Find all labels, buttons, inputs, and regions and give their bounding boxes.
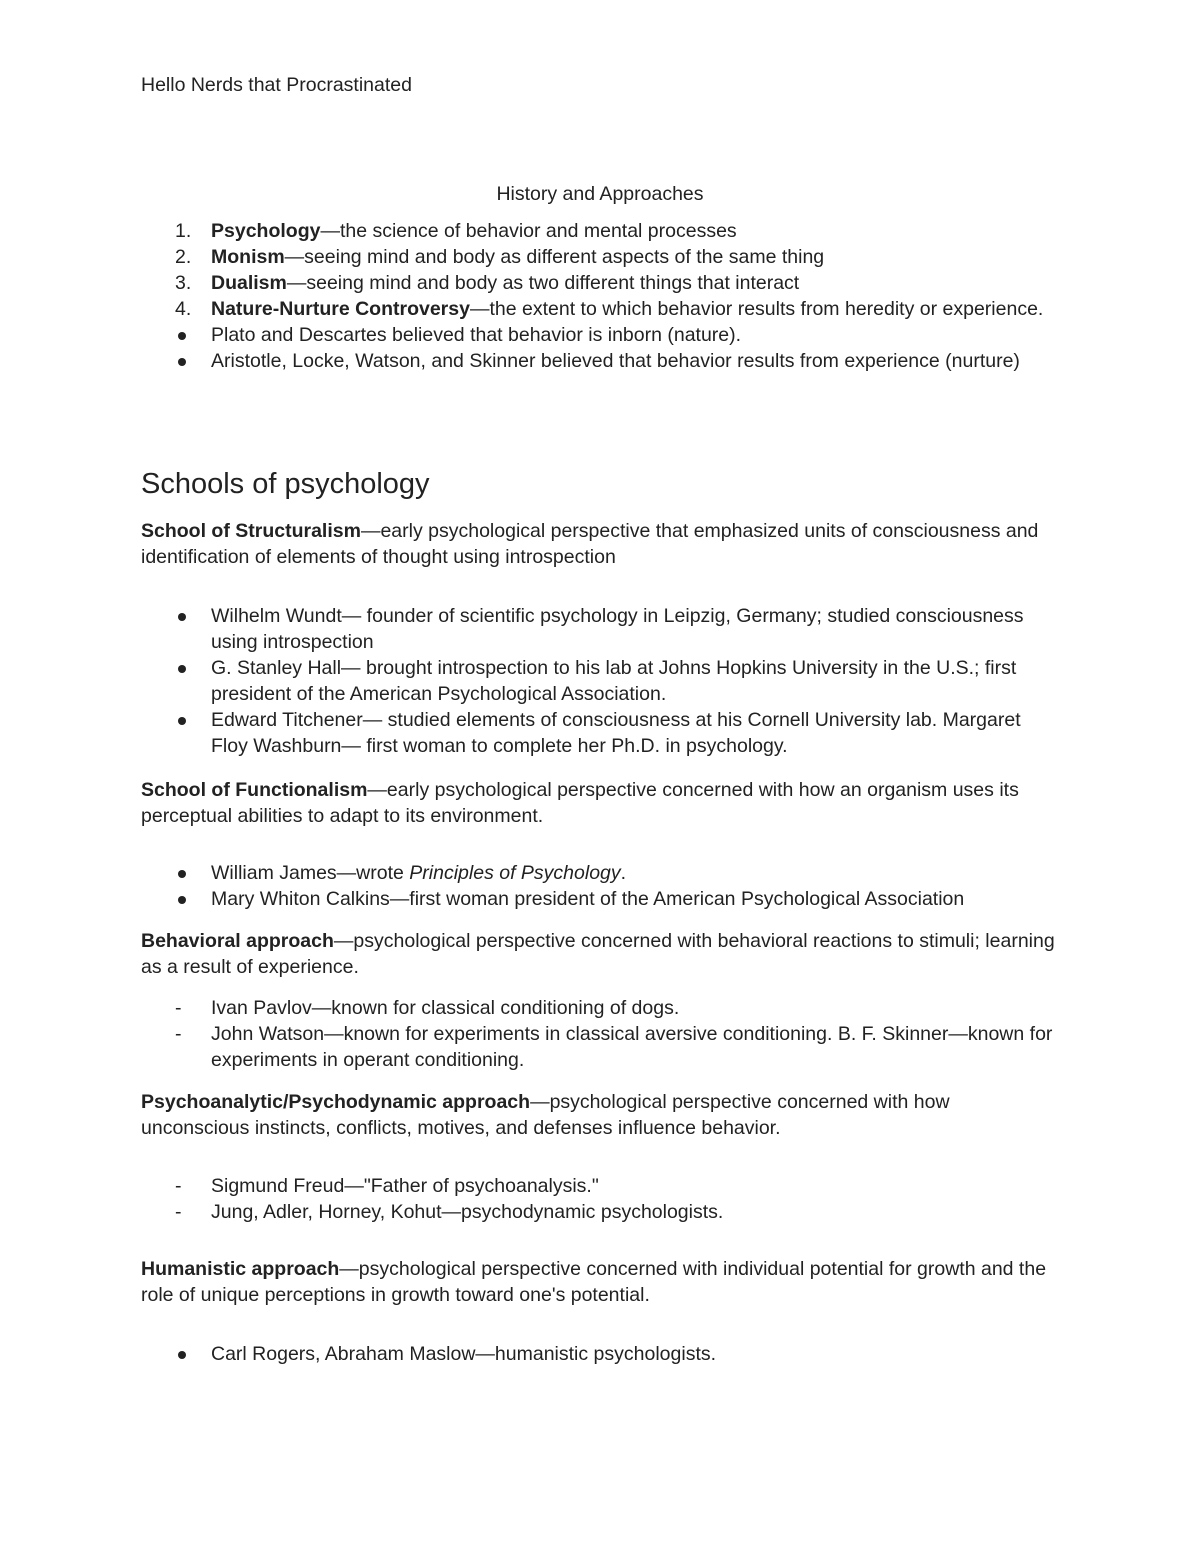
bullet-text: Aristotle, Locke, Watson, and Skinner believed that behavior results from experience (nurture): [211, 350, 1020, 372]
list-item: [141, 655, 1061, 707]
functionalism-list: [141, 860, 1061, 912]
definition: —early psychological perspective concerned with how an organism uses its perceptual abilities to adapt to its environment.: [141, 779, 1019, 827]
list-item: [141, 1021, 1061, 1073]
list-item: [141, 1199, 1061, 1225]
bullet-text: Carl Rogers, Abraham Maslow—humanistic psychologists.: [211, 1343, 717, 1365]
humanistic-paragraph: [141, 1256, 1061, 1308]
bullet-text: Edward Titchener— studied elements of consciousness at his Cornell University lab. Margaret Floy Washburn— first woman to complete her Ph.D. in psychology.: [211, 709, 1021, 757]
list-number: 4.: [175, 298, 192, 320]
term: School of Functionalism: [141, 779, 368, 801]
term: Monism: [211, 246, 285, 268]
list-item: [141, 296, 1061, 322]
bullet-icon: [178, 717, 186, 725]
definition: —early psychological perspective that emphasized units of consciousness and identification of elements of thought using introspection: [141, 520, 1039, 568]
list-item: [141, 995, 1061, 1021]
bullet-text-suffix: .: [620, 862, 627, 884]
list-item: [141, 218, 1061, 244]
dash-marker: -: [175, 997, 182, 1019]
item-text: Jung, Adler, Horney, Kohut—psychodynamic psychologists.: [211, 1201, 724, 1223]
list-number: 3.: [175, 272, 192, 294]
functionalism-paragraph: [141, 777, 1061, 829]
psychoanalytic-list: [141, 1173, 1061, 1225]
section-title: History and Approaches: [496, 183, 704, 205]
term: Dualism: [211, 272, 287, 294]
term: Humanistic approach: [141, 1258, 340, 1280]
behavioral-list: [141, 995, 1061, 1073]
bullet-icon: [178, 665, 186, 673]
schools-heading: Schools of psychology: [141, 468, 430, 500]
psychoanalytic-paragraph: [141, 1089, 1061, 1141]
list-item: [141, 244, 1061, 270]
term: Psychology: [211, 220, 321, 242]
bullet-text-prefix: William James—wrote: [211, 862, 410, 884]
list-number: 2.: [175, 246, 192, 268]
list-item: [141, 322, 1061, 348]
dash-marker: -: [175, 1201, 182, 1223]
behavioral-paragraph: [141, 928, 1061, 980]
list-item: [141, 860, 1061, 886]
bullet-text: Wilhelm Wundt— founder of scientific psychology in Leipzig, Germany; studied consciousness using introspection: [211, 605, 1024, 653]
term: Behavioral approach: [141, 930, 334, 952]
definition: —psychological perspective concerned with individual potential for growth and the role of unique perceptions in growth toward one's potential.: [141, 1258, 1047, 1306]
dash-marker: -: [175, 1023, 182, 1045]
bullet-text: G. Stanley Hall— brought introspection to his lab at Johns Hopkins University in the U.S.; first president of the American Psychological Association.: [211, 657, 1017, 705]
bullet-icon: [178, 332, 186, 340]
item-text: Ivan Pavlov—known for classical conditioning of dogs.: [211, 997, 680, 1019]
dash-marker: -: [175, 1175, 182, 1197]
bullet-icon: [178, 613, 186, 621]
definition: —the science of behavior and mental processes: [320, 220, 737, 242]
item-text: John Watson—known for experiments in classical aversive conditioning. B. F. Skinner—known for experiments in operant conditioning.: [211, 1023, 1053, 1071]
bullet-text: Plato and Descartes believed that behavior is inborn (nature).: [211, 324, 742, 346]
item-text: Sigmund Freud—"Father of psychoanalysis.": [211, 1175, 599, 1197]
list-number: 1.: [175, 220, 192, 242]
list-item: [141, 707, 1061, 759]
list-item: [141, 603, 1061, 655]
numbered-definitions-list: [141, 218, 1061, 374]
list-item: [141, 1173, 1061, 1199]
list-item: [141, 270, 1061, 296]
bullet-icon: [178, 870, 186, 878]
definition: —psychological perspective concerned with behavioral reactions to stimuli; learning as a result of experience.: [141, 930, 1055, 978]
bullet-text: Mary Whiton Calkins—first woman president of the American Psychological Association: [211, 888, 965, 910]
humanistic-list: [141, 1341, 1061, 1367]
structuralism-paragraph: [141, 518, 1061, 570]
list-item: [141, 1341, 1061, 1367]
bullet-icon: [178, 1351, 186, 1359]
definition: —the extent to which behavior results from heredity or experience.: [469, 298, 1044, 320]
document-header: Hello Nerds that Procrastinated: [141, 74, 412, 96]
list-item: [141, 348, 1061, 374]
definition: —seeing mind and body as two different things that interact: [286, 272, 800, 294]
structuralism-list: [141, 603, 1061, 759]
bullet-icon: [178, 896, 186, 904]
term: School of Structuralism: [141, 520, 361, 542]
list-item: [141, 886, 1061, 912]
definition: —seeing mind and body as different aspects of the same thing: [284, 246, 825, 268]
term: Psychoanalytic/Psychodynamic approach: [141, 1091, 531, 1113]
definition: —psychological perspective concerned with how unconscious instincts, conflicts, motives, and defenses influence behavior.: [141, 1091, 950, 1139]
term: Nature-Nurture Controversy: [211, 298, 470, 320]
book-title: Principles of Psychology: [409, 862, 621, 884]
bullet-icon: [178, 358, 186, 366]
